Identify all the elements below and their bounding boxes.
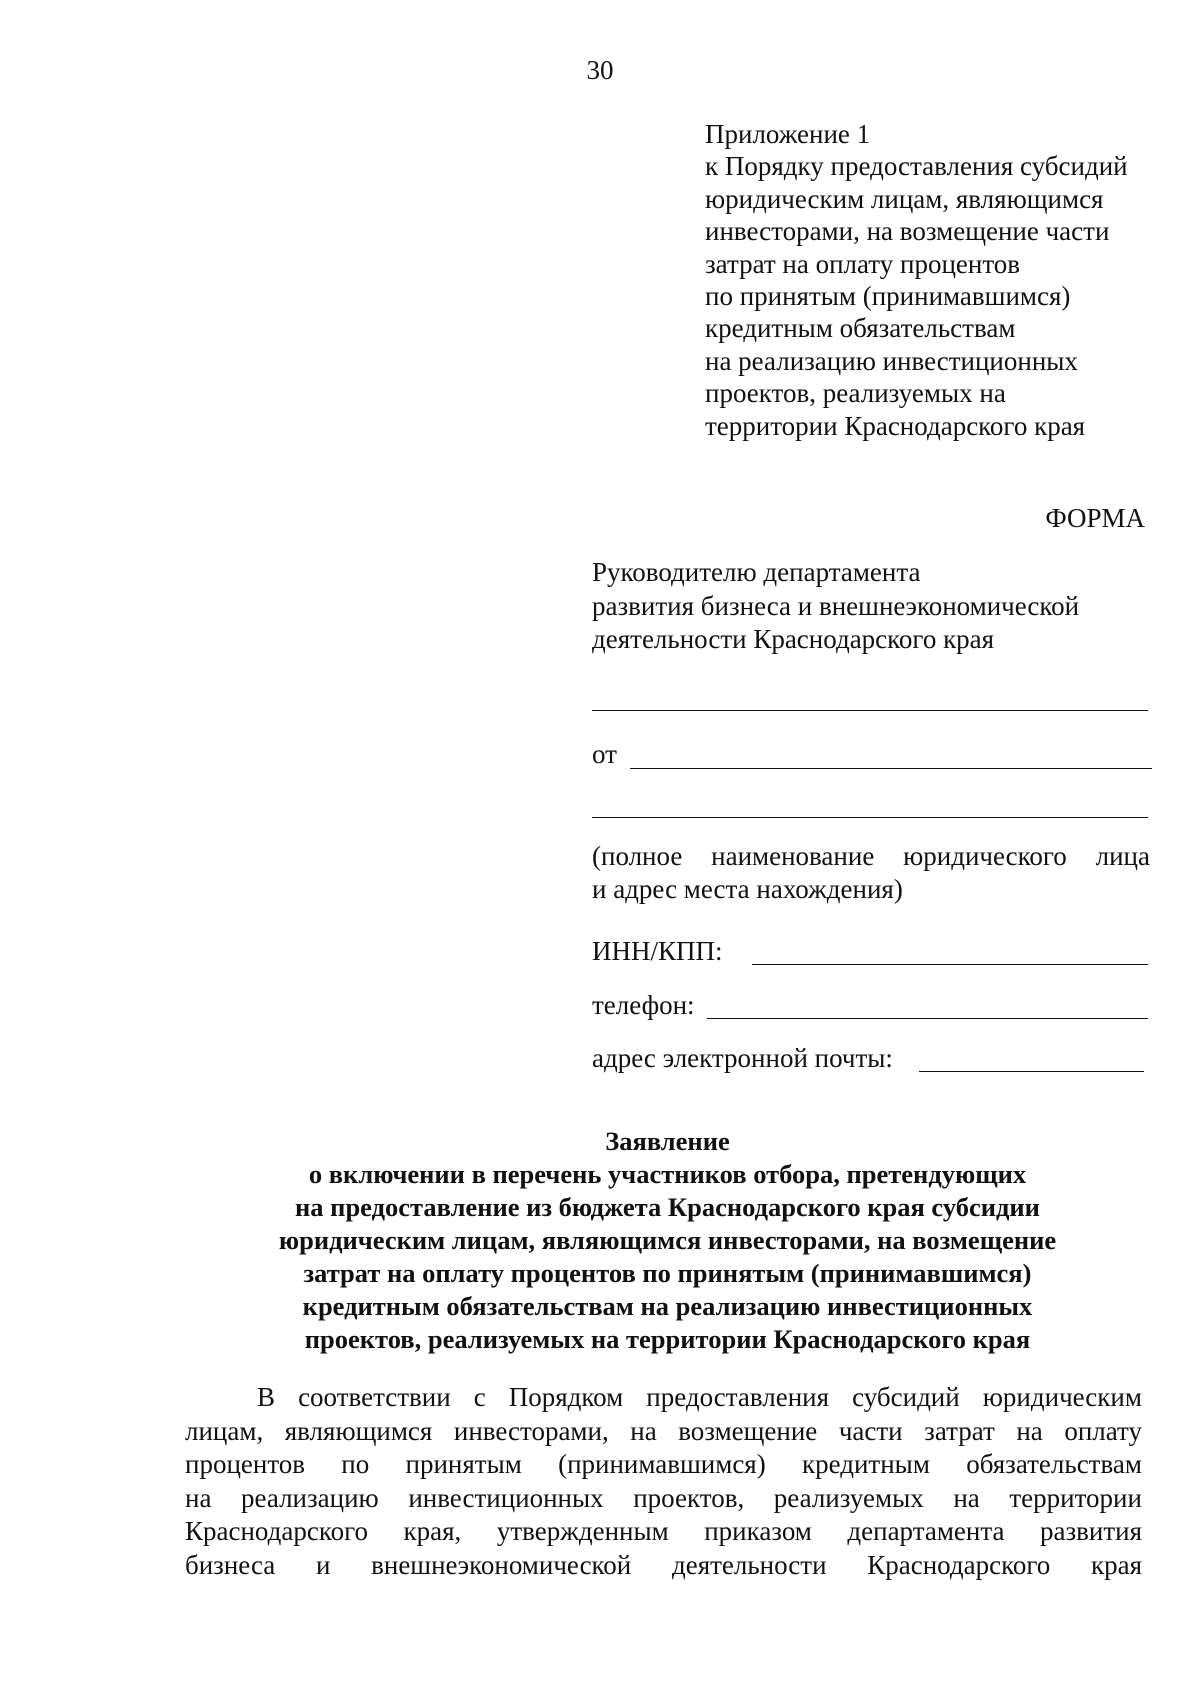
body-word: инвестиционных xyxy=(408,1482,604,1513)
inn-kpp-line[interactable] xyxy=(752,964,1148,965)
body-word: процентов xyxy=(185,1449,306,1479)
hint-word: наименование xyxy=(711,841,875,871)
body-word: департамента xyxy=(847,1516,1005,1546)
body-word: обязательствам xyxy=(966,1449,1142,1479)
body-line xyxy=(185,1549,1142,1583)
page-number: 30 xyxy=(586,55,614,85)
body-word: на xyxy=(185,1482,212,1513)
body-word: приказом xyxy=(704,1516,812,1546)
phone-row xyxy=(592,988,695,1022)
body-word: с xyxy=(473,1382,486,1412)
email-label: адрес электронной почты: xyxy=(592,1043,893,1073)
body-word: и xyxy=(315,1549,331,1580)
body-word: (принимавшимся) xyxy=(558,1449,766,1479)
body-word: юридическим xyxy=(982,1382,1142,1412)
inn-kpp-row xyxy=(592,934,723,968)
body-word: на xyxy=(953,1482,980,1513)
appendix-line: инвесторами, на возмещение части xyxy=(705,216,1110,247)
body-word: по xyxy=(341,1449,370,1479)
title-line: проектов, реализуемых на территории Краснодарского края xyxy=(304,1324,1031,1354)
appendix-line: затрат на оплату процентов xyxy=(705,248,1021,279)
body-word: территории xyxy=(1009,1482,1142,1513)
from-row xyxy=(592,737,617,771)
body-word: оплату xyxy=(1064,1415,1142,1446)
body-word: Порядком xyxy=(508,1382,624,1412)
body-word: принятым xyxy=(405,1449,522,1479)
body-word: В xyxy=(257,1382,276,1412)
form-label: ФОРМА xyxy=(1045,503,1145,533)
title-line: затрат на оплату процентов по принятым (принимавшимся) xyxy=(303,1258,1032,1288)
hint-word: лица xyxy=(1095,841,1150,871)
hint-word: (полное xyxy=(592,841,683,871)
appendix-line: территории Краснодарского края xyxy=(705,410,1086,441)
body-word: края xyxy=(1090,1549,1142,1580)
body-word: бизнеса xyxy=(185,1549,276,1580)
body-word: на xyxy=(1016,1415,1043,1446)
body-word: развития xyxy=(1039,1516,1142,1546)
body-word: части xyxy=(838,1415,903,1446)
appendix-line: по принятым (принимавшимся) xyxy=(705,281,1071,312)
body-word: реализацию xyxy=(241,1482,379,1513)
body-word: проектов, xyxy=(633,1482,745,1513)
body-paragraph xyxy=(185,1381,1142,1582)
recipient-name-line[interactable] xyxy=(592,710,1148,711)
body-word: реализуемых xyxy=(773,1482,924,1513)
title-line: о включении в перечень участников отбора, претендующих xyxy=(308,1159,1027,1189)
body-word: предоставления xyxy=(646,1382,830,1412)
body-word: субсидий xyxy=(852,1382,960,1412)
body-line xyxy=(185,1415,1142,1449)
from-continuation-line[interactable] xyxy=(592,817,1148,818)
title-line: юридическим лицам, являющимся инвесторами, на возмещение xyxy=(278,1225,1057,1255)
body-word: являющимся xyxy=(284,1415,433,1446)
title-line: Заявление xyxy=(605,1126,730,1156)
body-line xyxy=(185,1515,1142,1549)
appendix-line: на реализацию инвестиционных xyxy=(705,345,1078,376)
body-word: утвержденным xyxy=(496,1516,669,1546)
hint-line-1 xyxy=(592,840,1150,873)
body-word: деятельности xyxy=(671,1549,827,1580)
from-label: от xyxy=(592,739,617,769)
addressee-line: деятельности Краснодарского края xyxy=(592,624,995,654)
name-address-hint xyxy=(592,840,1150,906)
body-word: Краснодарского xyxy=(185,1516,369,1546)
body-word: на xyxy=(630,1415,657,1446)
appendix-line: Приложение 1 xyxy=(705,119,871,149)
application-title xyxy=(120,1125,1200,1356)
body-line xyxy=(185,1381,1142,1415)
hint-line-2: и адрес места нахождения) xyxy=(592,874,903,904)
body-word: соответствии xyxy=(298,1382,451,1412)
addressee-line: Руководителю департамента xyxy=(592,557,921,587)
inn-kpp-label: ИНН/КПП: xyxy=(592,936,723,966)
appendix-line: проектов, реализуемых на xyxy=(705,378,1006,409)
body-line xyxy=(185,1448,1142,1482)
body-word: возмещение xyxy=(678,1415,818,1446)
hint-word: юридического xyxy=(903,841,1067,871)
body-word: инвесторами, xyxy=(453,1415,609,1446)
title-line: на предоставление из бюджета Краснодарского края субсидии xyxy=(295,1192,1040,1222)
phone-line[interactable] xyxy=(707,1018,1148,1019)
appendix-line: кредитным обязательствам xyxy=(705,313,1016,344)
appendix-block xyxy=(705,118,1175,442)
appendix-line: к Порядку предоставления субсидий xyxy=(705,151,1128,182)
body-word: края, xyxy=(403,1516,462,1546)
body-word: затрат xyxy=(924,1415,995,1446)
from-line[interactable] xyxy=(630,768,1152,769)
phone-label: телефон: xyxy=(592,990,695,1020)
body-word: лицам, xyxy=(185,1415,264,1446)
body-word: Краснодарского xyxy=(867,1549,1051,1580)
addressee-line: развития бизнеса и внешнеэкономической xyxy=(592,590,1080,621)
body-line xyxy=(185,1482,1142,1516)
body-word: кредитным xyxy=(802,1449,930,1479)
email-line[interactable] xyxy=(919,1071,1144,1072)
addressee-block xyxy=(592,556,1152,657)
email-row xyxy=(592,1041,893,1075)
appendix-line: юридическим лицам, являющимся xyxy=(705,183,1104,214)
body-word: внешнеэкономической xyxy=(371,1549,632,1580)
title-line: кредитным обязательствам на реализацию инвестиционных xyxy=(302,1291,1033,1321)
